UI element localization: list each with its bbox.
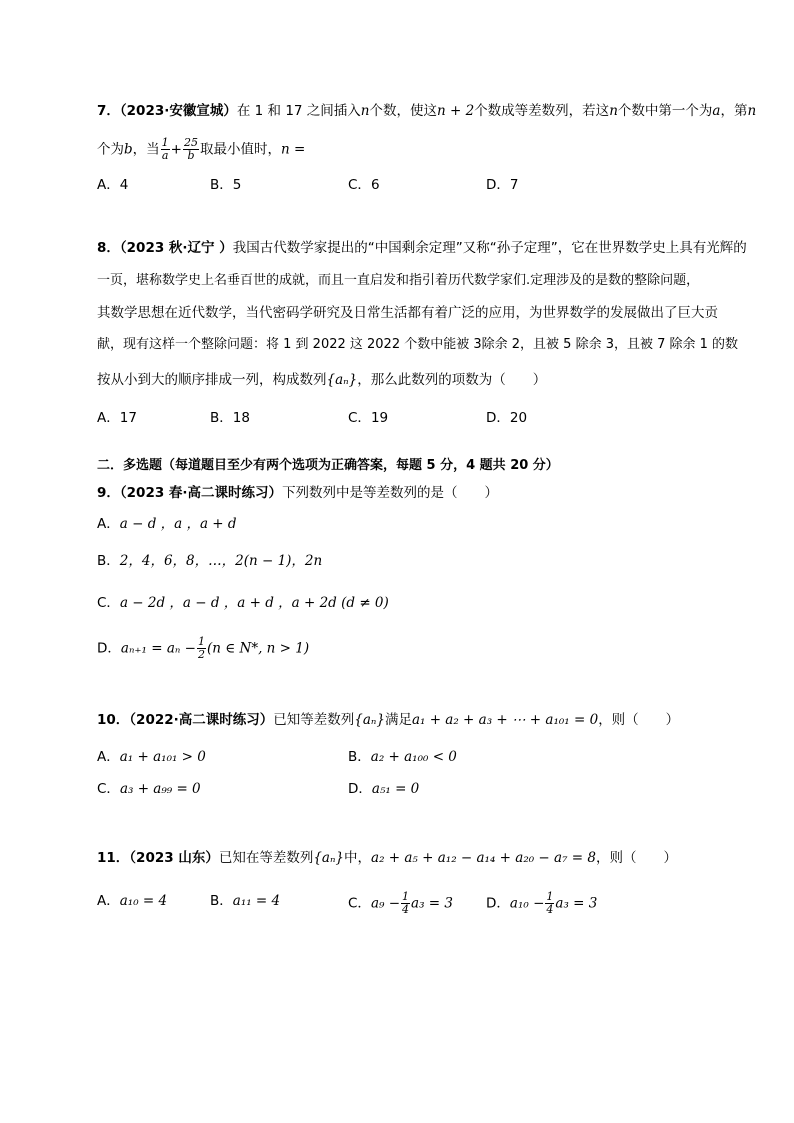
q8-line-4: 献，现有这样一个整除问题：将 1 到 2022 这 2022 个数中能被 3除余 2，且被 5 除余 3，且被 7 除余 1 的数 xyxy=(97,337,739,352)
q10-source: （2022·高二课时练习） xyxy=(129,712,274,728)
q8-option-a[interactable]: A．17 xyxy=(97,410,137,426)
q9-option-d[interactable]: D．aₙ₊₁ = aₙ − $\frac{1}{2}$ (n ∈ N*, n > 1) xyxy=(97,635,310,661)
q7-frac-1: $\frac{1}{a}$ xyxy=(161,136,169,162)
q9-source: （2023 春·高二课时练习） xyxy=(119,485,283,501)
q11-option-a[interactable]: A．a₁₀ = 4 xyxy=(97,893,168,909)
q7-option-d[interactable]: D．7 xyxy=(486,177,519,193)
section-2-title: 二．多选题（每道题目至少有两个选项为正确答案，每题 5 分，4 题共 20 分） xyxy=(97,458,559,473)
q11-option-b[interactable]: B．a₁₁ = 4 xyxy=(210,893,281,909)
q7-line-1: 7．（2023·安徽宣城）在 1 和 17 之间插入n个数，使这n + 2个数成等差数列，若这n个数中第一个为a，第n xyxy=(97,103,757,119)
q8-option-c[interactable]: C．19 xyxy=(348,410,389,426)
q10-option-c[interactable]: C．a₃ + a₉₉ = 0 xyxy=(97,781,201,797)
q11-c-fraction: $\frac{1}{4}$ xyxy=(402,890,410,916)
q7-frac-2: $\frac{25}{b}$ xyxy=(183,136,198,162)
q7-option-a[interactable]: A．4 xyxy=(97,177,129,193)
q9-option-c[interactable]: C．a − 2d ，a − d ，a + d ，a + 2d (d ≠ 0) xyxy=(97,595,389,611)
q9-option-a[interactable]: A．a − d ，a ，a + d xyxy=(97,516,237,532)
q7-option-c[interactable]: C．6 xyxy=(348,177,380,193)
q8-line-1: 8．（2023 秋·辽宁 ）我国古代数学家提出的“中国剩余定理”又称“孙子定理”，它在世界数学史上具有光辉的 xyxy=(97,240,747,256)
q8-option-b[interactable]: B．18 xyxy=(210,410,250,426)
q8-line-3: 其数学思想在近代数学，当代密码学研究及日常生活都有着广泛的应用，为世界数学的发展做出了巨大贡 xyxy=(97,305,718,321)
q8-line-5: 按从小到大的顺序排成一列，构成数列{aₙ}，那么此数列的项数为（ ） xyxy=(97,372,547,388)
q11-stem: 11．（2023 山东）已知在等差数列{aₙ}中，a₂ + a₅ + a₁₂ − a₁₄ + a₂₀ − a₇ = 8，则（ ） xyxy=(97,850,677,866)
q11-source: （2023 山东） xyxy=(129,850,219,866)
q9-number: 9． xyxy=(97,485,120,501)
q7-option-b[interactable]: B．5 xyxy=(210,177,242,193)
q7-line-2: 个为b，当 $\frac{1}{a}$ + $\frac{25}{b}$ 取最小值时，n = xyxy=(97,136,306,162)
q11-option-c[interactable]: C．a₉ − $\frac{1}{4}$ a₃ = 3 xyxy=(348,890,453,916)
q9-stem: 9．（2023 春·高二课时练习）下列数列中是等差数列的是（ ） xyxy=(97,485,499,501)
q11-option-d[interactable]: D．a₁₀ − $\frac{1}{4}$ a₃ = 3 xyxy=(486,890,598,916)
q8-line-2: 一页，堪称数学史上名垂百世的成就，而且一直启发和指引着历代数学家们.定理涉及的是数的整除问题， xyxy=(97,273,700,288)
q7-number: 7． xyxy=(97,103,120,119)
q9-option-b[interactable]: B．2，4，6，8，…，2(n − 1)，2n xyxy=(97,553,323,569)
q10-option-d[interactable]: D．a₅₁ = 0 xyxy=(348,781,420,797)
q10-option-b[interactable]: B．a₂ + a₁₀₀ < 0 xyxy=(348,749,457,765)
q11-number: 11． xyxy=(97,850,130,866)
q8-option-d[interactable]: D．20 xyxy=(486,410,528,426)
q10-option-a[interactable]: A．a₁ + a₁₀₁ > 0 xyxy=(97,749,206,765)
q7-source: （2023·安徽宣城） xyxy=(119,103,237,119)
q8-source: （2023 秋·辽宁 ） xyxy=(119,240,233,256)
q10-stem: 10．（2022·高二课时练习）已知等差数列{aₙ}满足a₁ + a₂ + a₃ + ⋯ + a₁₀₁ = 0，则（ ） xyxy=(97,712,680,728)
q8-number: 8． xyxy=(97,240,120,256)
q9-d-fraction: $\frac{1}{2}$ xyxy=(197,635,205,661)
q11-d-fraction: $\frac{1}{4}$ xyxy=(546,890,554,916)
q10-number: 10． xyxy=(97,712,130,728)
